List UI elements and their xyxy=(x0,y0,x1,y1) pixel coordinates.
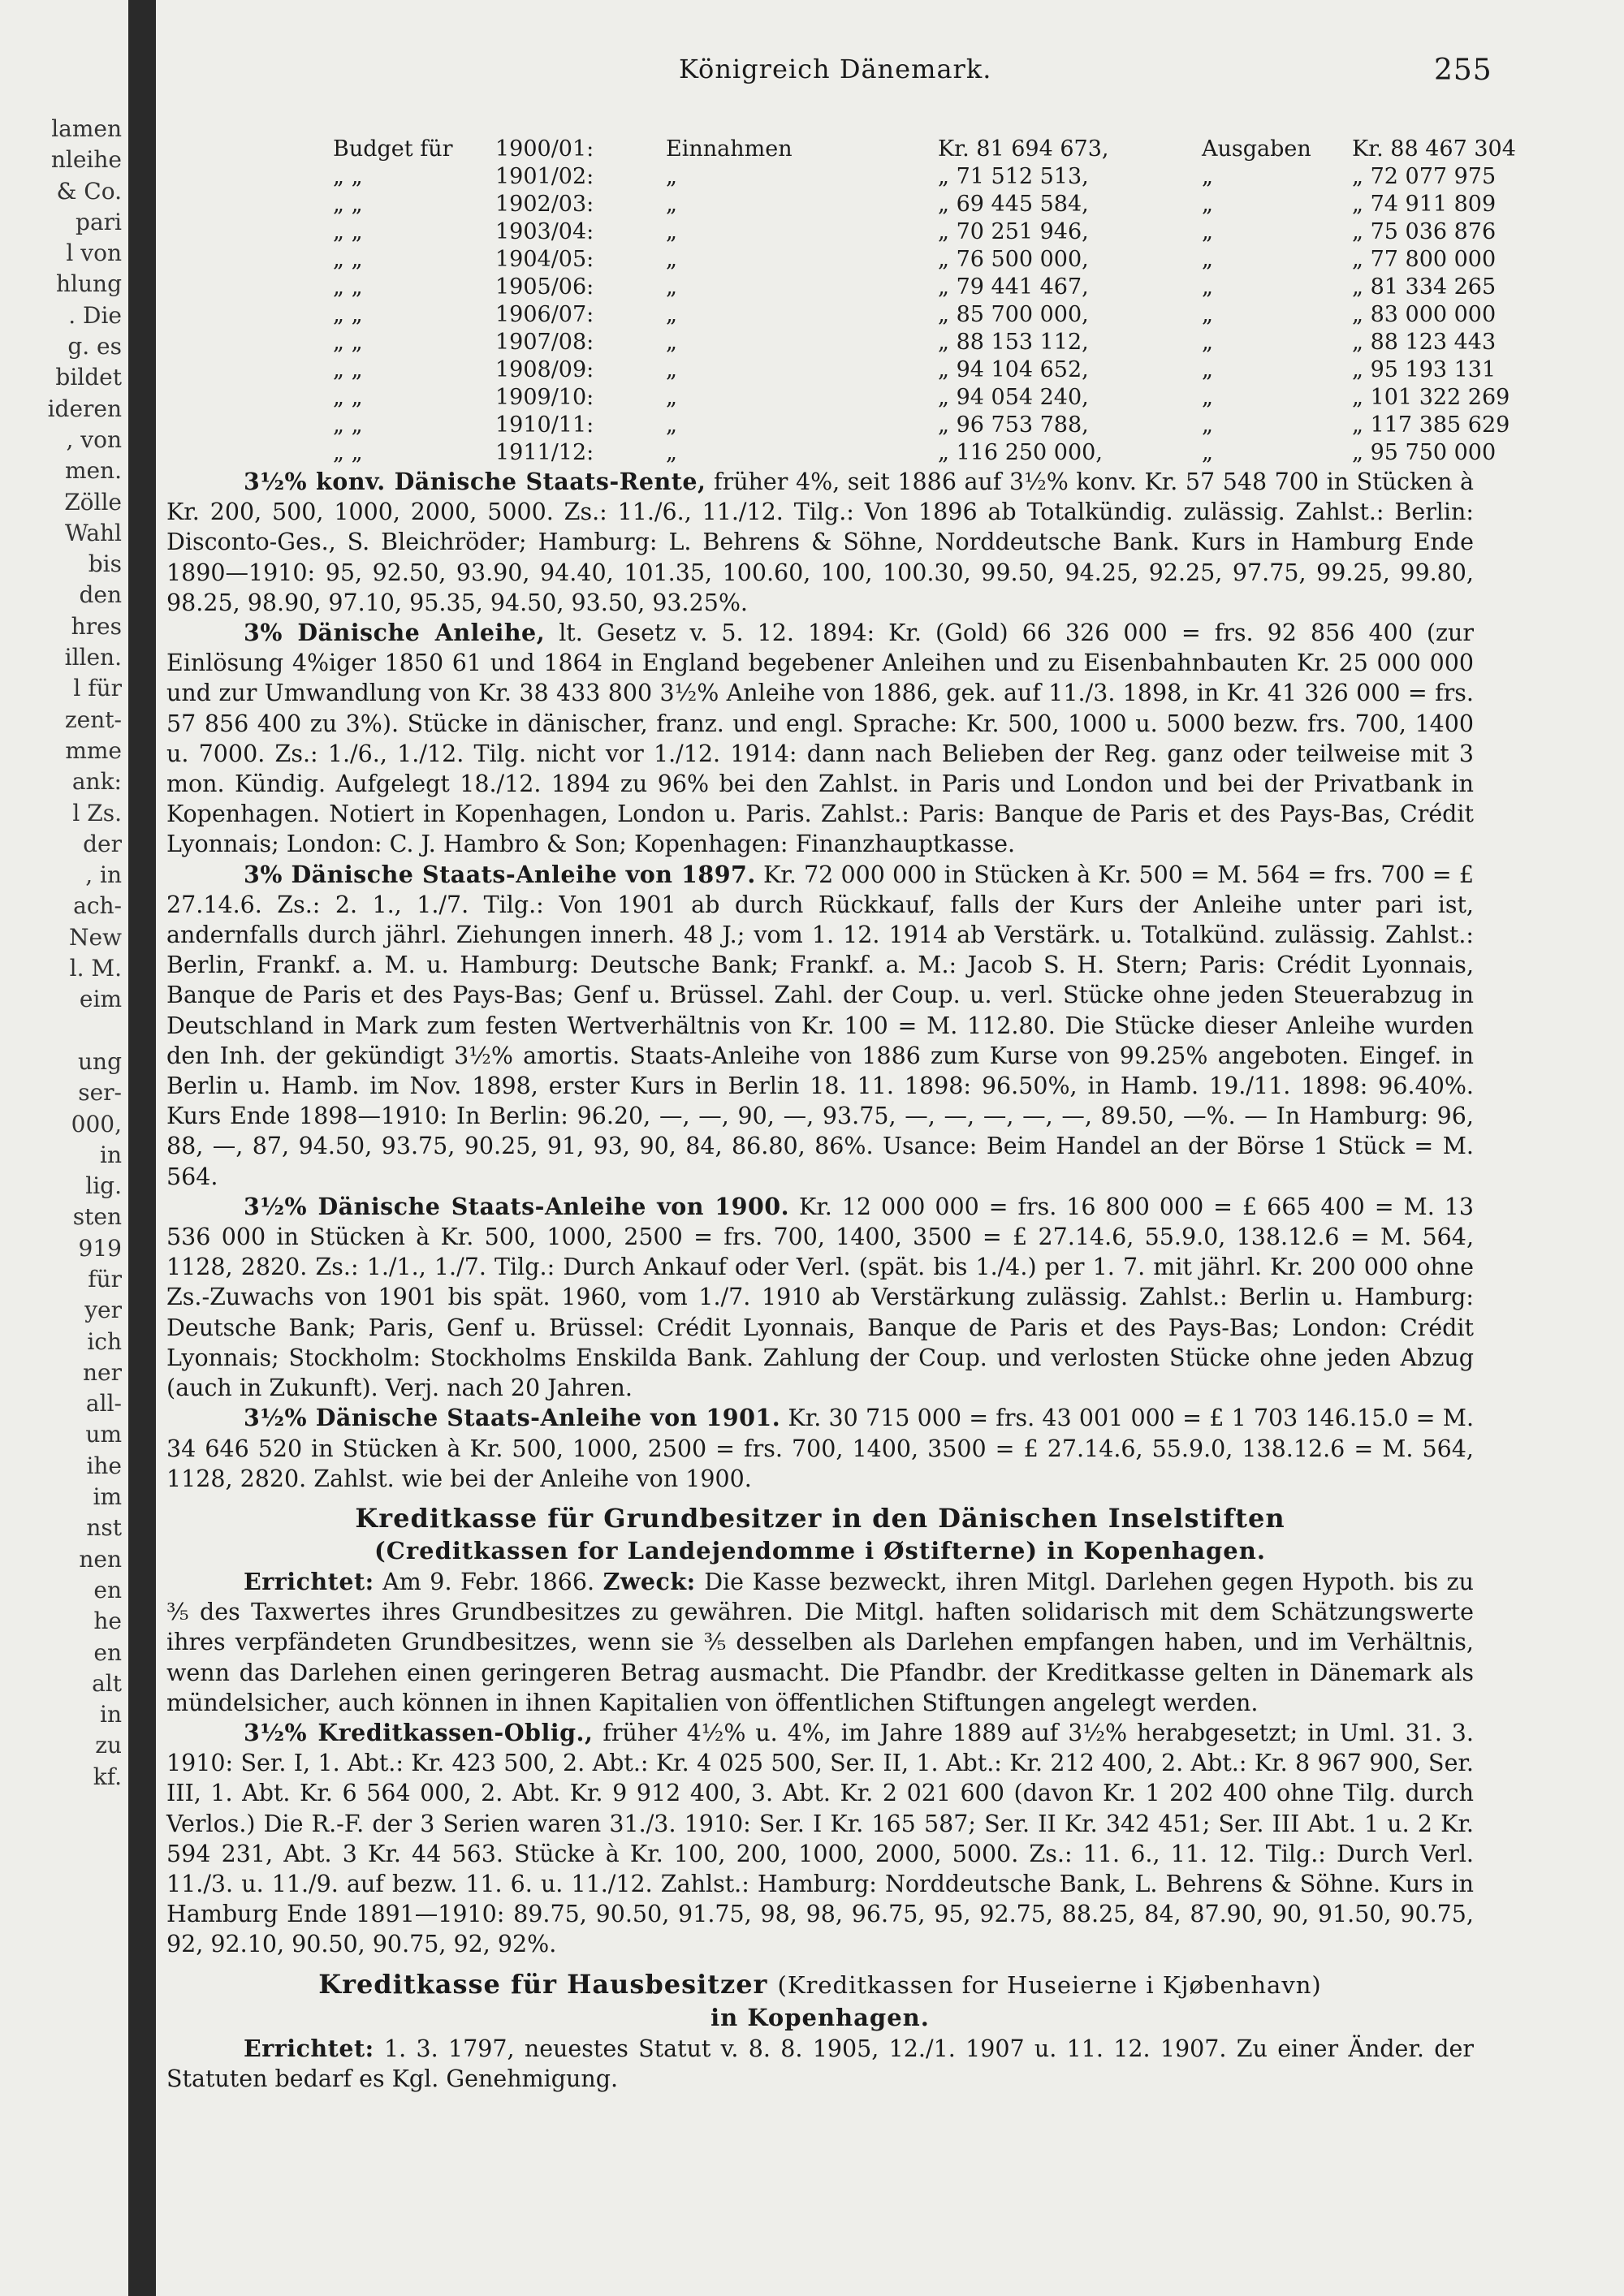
margin-fragment: l Zs. xyxy=(72,799,122,826)
entry-paragraph xyxy=(166,1718,1474,1960)
margin-fragment: Zölle xyxy=(64,488,122,516)
margin-fragment: l von xyxy=(66,240,122,267)
expense-label: „ xyxy=(1202,385,1213,410)
income-value: „ 69 445 584, xyxy=(938,192,1089,217)
section-subtitle: in Kopenhagen. xyxy=(710,2003,930,2031)
entry-paragraph xyxy=(166,467,1474,618)
budget-label: „ „ xyxy=(333,274,363,300)
margin-fragment: kf. xyxy=(93,1763,122,1790)
entry-heading: 3½% Kreditkassen-Oblig., xyxy=(244,1718,594,1746)
income-label: „ xyxy=(666,192,677,217)
income-label: „ xyxy=(666,330,677,355)
margin-fragment: hlung xyxy=(56,270,122,298)
margin-fragment: nen xyxy=(79,1545,122,1573)
expense-value: „ 101 322 269 xyxy=(1352,385,1510,410)
budget-table xyxy=(333,134,1516,467)
expense-label: „ xyxy=(1202,192,1213,217)
budget-label: „ „ xyxy=(333,164,363,189)
margin-fragment: in xyxy=(100,1701,122,1728)
margin-fragment: g. es xyxy=(67,333,122,360)
margin-fragment: nst xyxy=(86,1514,122,1542)
entry-paragraph xyxy=(166,1567,1474,1718)
margin-fragment: zent- xyxy=(64,706,122,733)
income-label: „ xyxy=(666,247,677,272)
budget-year: 1910/11: xyxy=(495,412,594,438)
budget-label: „ „ xyxy=(333,385,363,410)
margin-fragment: 919 xyxy=(78,1234,122,1262)
expense-label: „ xyxy=(1202,302,1213,327)
page-body xyxy=(166,134,1516,2094)
zweck-label: Zweck: xyxy=(603,1567,696,1595)
entry-paragraph xyxy=(166,618,1474,860)
expense-label: „ xyxy=(1202,357,1213,382)
budget-label: „ „ xyxy=(333,440,363,465)
budget-row xyxy=(333,438,1497,465)
expense-value: „ 117 385 629 xyxy=(1352,412,1510,438)
budget-year: 1901/02: xyxy=(495,164,594,189)
errichtet-text: 1. 3. 1797, neuestes Statut v. 8. 8. 1905, 12./1. 1907 u. 11. 12. 1907. Zu einer Änder. der Statuten bedarf es Kgl. Genehmigung. xyxy=(166,2035,1475,2092)
margin-fragment: 000, xyxy=(71,1110,122,1137)
margin-fragment: & Co. xyxy=(56,177,122,205)
income-value: Kr. 81 694 673, xyxy=(938,136,1109,162)
entry-text: Kr. 72 000 000 in Stücken à Kr. 500 = M. 564 = frs. 700 = £ 27.14.6. Zs.: 2. 1., 1./7. Tilg.: Von 1901 ab durch Rückkauf, falls der Kurs der Anleihe unter pari ist, andernfalls durch jährl. Ziehungen innerh. 48 J.; vom 1. 12. 1914 ab Verstärk. u. Totalkünd. zulässig. Zahlst.: Berlin, Frankf. a. M. u. Hamburg: Deutsche Bank; Frankf. a. M.: Jacob S. H. Stern; Paris: Crédit Lyonnais, Banque de Paris et des Pays-Bas; Genf u. Brüssel. Zahl. der Coup. u. verl. Stücke ohne jeden Steuerabzug in Deutschland in Mark zum festen Wertverhältnis von Kr. 100 = M. 112.80. Die Stücke dieser Anleihe wurden den Inh. der gekündigt 3½% amortis. Staats-Anleihe von 1886 zum Kurse von 99.25% angeboten. Eingef. in Berlin u. Hamb. im Nov. 1898, erster Kurs in Berlin 18. 11. 1898: 96.50%, in Hamb. 19./11. 1898: 96.40%. Kurs Ende 1898—1910: In Berlin: 96.20, —, —, 90, —, 93.75, —, —, —, —, —, 89.50, —%. — In Hamburg: 96, 88, —, 87, 94.50, 93.75, 90.25, 91, 93, 90, 84, 86.80, 86%. Usance: Beim Handel an der Börse 1 Stück = M. 564. xyxy=(166,861,1474,1190)
budget-year: 1908/09: xyxy=(495,357,594,382)
margin-fragment: l für xyxy=(73,675,122,702)
expense-label: „ xyxy=(1202,164,1213,189)
income-value: „ 79 441 467, xyxy=(938,274,1089,300)
previous-page-margin xyxy=(0,114,122,1793)
budget-label: „ „ xyxy=(333,247,363,272)
section-heading xyxy=(166,1502,1474,1567)
section-title: Kreditkasse für Hausbesitzer xyxy=(318,1968,768,2000)
budget-label: „ „ xyxy=(333,412,363,438)
margin-fragment: ich xyxy=(87,1327,122,1355)
section-heading xyxy=(166,1968,1474,2034)
budget-label: „ „ xyxy=(333,192,363,217)
expense-label: „ xyxy=(1202,247,1213,272)
budget-row xyxy=(333,189,1497,217)
margin-fragment: nleihe xyxy=(50,146,122,174)
budget-year: 1909/10: xyxy=(495,385,594,410)
entry-heading: 3% Dänische Staats-Anleihe von 1897. xyxy=(244,860,756,888)
expense-label: „ xyxy=(1202,274,1213,300)
budget-year: 1906/07: xyxy=(495,302,594,327)
margin-fragment: illen. xyxy=(64,644,122,671)
margin-fragment: ank: xyxy=(71,768,122,796)
margin-fragment: men. xyxy=(64,457,122,485)
margin-fragment xyxy=(0,1016,122,1047)
budget-label: Budget für xyxy=(333,136,453,162)
budget-row xyxy=(333,272,1497,300)
margin-fragment: pari xyxy=(76,208,122,235)
income-value: „ 76 500 000, xyxy=(938,247,1089,272)
margin-fragment: sten xyxy=(72,1203,122,1231)
expense-value: „ 83 000 000 xyxy=(1352,302,1497,327)
margin-fragment: ideren xyxy=(47,395,122,422)
margin-fragment: ser- xyxy=(78,1079,122,1107)
entry-heading: 3% Dänische Anleihe, xyxy=(244,619,546,647)
margin-fragment: all- xyxy=(85,1390,122,1418)
section-title-rest: (Kreditkassen for Huseierne i Kjøbenhavn) xyxy=(777,1970,1322,1999)
income-value: „ 94 104 652, xyxy=(938,357,1089,382)
budget-year: 1903/04: xyxy=(495,219,594,244)
budget-year: 1902/03: xyxy=(495,192,594,217)
budget-row xyxy=(333,134,1516,162)
budget-row xyxy=(333,355,1497,382)
margin-fragment: ung xyxy=(78,1047,122,1075)
expense-value: „ 95 750 000 xyxy=(1352,440,1497,465)
expense-value: „ 77 800 000 xyxy=(1352,247,1497,272)
budget-label: „ „ xyxy=(333,219,363,244)
income-label: Einnahmen xyxy=(666,136,793,162)
margin-fragment: im xyxy=(93,1483,122,1511)
income-value: „ 96 753 788, xyxy=(938,412,1089,438)
entry-text: früher 4%, seit 1886 auf 3½% konv. Kr. 57 548 700 in Stücken à Kr. 200, 500, 1000, 2000, 5000. Zs.: 11./6., 11./12. Tilg.: Von 1896 ab Totalkündig. zulässig. Zahlst.: Berlin: Disconto-Ges., S. Bleichröder; Hamburg: L. Behrens & Söhne, Norddeutsche Bank. Kurs in Hamburg Ende 1890—1910: 95, 92.50, 93.90, 94.40, 101.35, 100.60, 100, 100.30, 99.50, 94.25, 92.25, 97.75, 99.25, 99.80, 98.25, 98.90, 97.10, 95.35, 94.50, 93.50, 93.25%. xyxy=(166,468,1475,616)
margin-fragment: l. M. xyxy=(69,955,122,982)
errichtet-label: Errichtet: xyxy=(244,1567,374,1595)
budget-label: „ „ xyxy=(333,330,363,355)
margin-fragment: für xyxy=(88,1265,122,1293)
entry-text: Kr. 12 000 000 = frs. 16 800 000 = £ 665 400 = M. 13 536 000 in Stücken à Kr. 500, 1000, 2500 = frs. 700, 1400, 3500 = £ 27.14.6, 55.9.0, 138.12.6 = M. 564, 1128, 2820. Zs.: 1./1., 1./7. Tilg.: Durch Ankauf oder Verl. (spät. bis 1./4.) per 1. 7. mit jährl. Kr. 200 000 ohne Zs.-Zuwachs von 1901 bis spät. 1960, vom 1./7. 1910 ab Verstärkung zulässig. Zahlst.: Berlin u. Hamburg: Deutsche Bank; Paris, Genf u. Brüssel: Crédit Lyonnais, Banque de Paris et des Pays-Bas; London: Crédit Lyonnais; Stockholm: Stockholms Enskilda Bank. Zahlung der Coup. und verlosten Stücke ohne jeden Abzug (auch in Zukunft). Verj. nach 20 Jahren. xyxy=(166,1193,1475,1402)
entry-heading: 3½% Dänische Staats-Anleihe von 1901. xyxy=(244,1404,781,1432)
income-value: „ 71 512 513, xyxy=(938,164,1089,189)
income-label: „ xyxy=(666,412,677,438)
running-title: Königreich Dänemark. xyxy=(679,54,992,84)
margin-fragment: en xyxy=(93,1638,122,1666)
margin-fragment: lig. xyxy=(85,1172,122,1200)
errichtet-text: Am 9. Febr. 1866. xyxy=(382,1568,595,1595)
budget-row xyxy=(333,410,1510,438)
expense-label: Ausgaben xyxy=(1202,136,1311,162)
margin-fragment: he xyxy=(93,1608,122,1635)
margin-fragment: yer xyxy=(84,1297,122,1324)
entry-paragraph xyxy=(166,2034,1474,2094)
budget-row xyxy=(333,162,1497,189)
margin-fragment: in xyxy=(100,1141,122,1168)
budget-row xyxy=(333,217,1497,244)
margin-fragment: Wahl xyxy=(64,519,122,546)
income-label: „ xyxy=(666,357,677,382)
expense-value: Kr. 88 467 304 xyxy=(1352,136,1516,162)
income-value: „ 94 054 240, xyxy=(938,385,1089,410)
income-label: „ xyxy=(666,219,677,244)
income-label: „ xyxy=(666,274,677,300)
expense-value: „ 81 334 265 xyxy=(1352,274,1497,300)
entry-heading: 3½% Dänische Staats-Anleihe von 1900. xyxy=(244,1192,790,1220)
entry-paragraph xyxy=(166,860,1474,1192)
expense-value: „ 95 193 131 xyxy=(1352,357,1497,382)
budget-row xyxy=(333,300,1497,327)
budget-label: „ „ xyxy=(333,357,363,382)
margin-fragment: ach- xyxy=(73,892,122,920)
entry-text: lt. Gesetz v. 5. 12. 1894: Kr. (Gold) 66 326 000 = frs. 92 856 400 (zur Einlösung 4%iger 1850 61 und 1864 in England begebener Anleihen und zu Eisenbahnbauten Kr. 25 000 000 und zur Umwandlung von Kr. 38 433 800 3½% Anleihe von 1886, gek. auf 11./3. 1898, in Kr. 41 326 000 = frs. 57 856 400 zu 3%). Stücke in dänischer, franz. und engl. Sprache: Kr. 500, 1000 u. 5000 bezw. frs. 700, 1400 u. 7000. Zs.: 1./6., 1./12. Tilg. nicht vor 1./12. 1914: dann nach Belieben der Reg. ganz oder teilweise mit 3 mon. Kündig. Aufgelegt 18./12. 1894 zu 96% bei den Zahlst. in Paris und London und bei der Privatbank in Kopenhagen. Notiert in Kopenhagen, London u. Paris. Zahlst.: Paris: Banque de Paris et des Pays-Bas, Crédit Lyonnais; London: C. J. Hambro & Son; Kopenhagen: Finanzhauptkasse. xyxy=(166,619,1475,858)
budget-year: 1907/08: xyxy=(495,330,594,355)
budget-year: 1905/06: xyxy=(495,274,594,300)
margin-fragment: , von xyxy=(66,425,122,453)
margin-fragment: um xyxy=(85,1421,122,1448)
entry-text: Kr. 30 715 000 = frs. 43 001 000 = £ 1 703 146.15.0 = M. 34 646 520 in Stücken à Kr. 500, 1000, 2500 = frs. 700, 1400, 3500 = £ 27.14.6, 55.9.0, 138.12.6 = M. 564, 1128, 2820. Zahlst. wie bei der Anleihe von 1900. xyxy=(166,1405,1475,1492)
margin-fragment: der xyxy=(83,830,122,857)
page-header xyxy=(0,54,1624,94)
budget-label: „ „ xyxy=(333,302,363,327)
entry-text: früher 4½% u. 4%, im Jahre 1889 auf 3½% herabgesetzt; in Uml. 31. 3. 1910: Ser. I, 1. Abt.: Kr. 423 500, 2. Abt.: Kr. 4 025 500, Ser. II, 1. Abt.: Kr. 212 400, 2. Abt.: Kr. 8 967 900, Ser. III, 1. Abt. Kr. 6 564 000, 2. Abt. Kr. 9 912 400, 3. Abt. Kr. 2 021 600 (davon Kr. 1 202 400 ohne Tilg. durch Verlos.) Die R.-F. der 3 Serien waren 31./3. 1910: Ser. I Kr. 165 587; Ser. II Kr. 342 451; Ser. III Abt. 1 u. 2 Kr. 594 231, Abt. 3 Kr. 44 563. Stücke à Kr. 100, 200, 1000, 2000, 5000. Zs.: 11. 6., 11. 12. Tilg.: Durch Verl. 11./3. u. 11./9. auf bezw. 11. 6. u. 11./12. Zahlst.: Hamburg: Norddeutsche Bank, L. Behrens & Söhne. Kurs in Hamburg Ende 1891—1910: 89.75, 90.50, 91.75, 98, 98, 96.75, 95, 92.75, 88.25, 84, 87.90, 90, 91.50, 90.75, 92, 92.10, 90.50, 90.75, 92, 92%. xyxy=(166,1719,1474,1958)
margin-fragment: . Die xyxy=(68,301,122,329)
expense-value: „ 74 911 809 xyxy=(1352,192,1497,217)
section-title: Kreditkasse für Grundbesitzer in den Dänischen Inselstiften xyxy=(355,1502,1285,1534)
entry-paragraph xyxy=(166,1403,1474,1494)
income-label: „ xyxy=(666,302,677,327)
expense-label: „ xyxy=(1202,330,1213,355)
income-value: „ 70 251 946, xyxy=(938,219,1089,244)
expense-value: „ 75 036 876 xyxy=(1352,219,1497,244)
margin-fragment: mme xyxy=(65,736,122,764)
margin-fragment: hres xyxy=(71,612,122,640)
budget-year: 1911/12: xyxy=(495,440,594,465)
budget-row xyxy=(333,382,1510,410)
margin-fragment: bis xyxy=(88,550,122,578)
margin-fragment: eim xyxy=(79,986,122,1013)
margin-fragment: ner xyxy=(83,1358,122,1386)
budget-row xyxy=(333,244,1497,272)
expense-label: „ xyxy=(1202,412,1213,438)
margin-fragment: den xyxy=(79,581,122,609)
margin-fragment: alt xyxy=(92,1669,122,1697)
errichtet-label: Errichtet: xyxy=(244,2034,374,2062)
budget-row xyxy=(333,327,1497,355)
budget-year: 1904/05: xyxy=(495,247,594,272)
income-value: „ 85 700 000, xyxy=(938,302,1089,327)
entry-paragraph xyxy=(166,1192,1474,1403)
margin-fragment: zu xyxy=(95,1732,122,1759)
income-label: „ xyxy=(666,385,677,410)
zweck-text: Die Kasse bezweckt, ihren Mitgl. Darlehen gegen Hypoth. bis zu ³⁄₅ des Taxwertes ihres Grundbesitzes zu gewähren. Die Mitgl. haften solidarisch mit dem Schätzungswerte ihres verpfändeten Grundbesitzes, wenn sie ³⁄₅ desselben als Darlehen empfangen haben, und im Verhältnis, wenn das Darlehen einen geringeren Betrag ausmacht. Die Pfandbr. der Kreditkasse gelten in Dänemark als mündelsicher, auch können in ihnen Kapitalien von öffentlichen Stiftungen angelegt werden. xyxy=(166,1568,1474,1716)
book-binding-edge xyxy=(128,0,156,2296)
expense-label: „ xyxy=(1202,440,1213,465)
income-value: „ 88 153 112, xyxy=(938,330,1089,355)
entry-heading: 3½% konv. Dänische Staats-Rente, xyxy=(244,468,706,495)
margin-fragment: New xyxy=(68,923,122,951)
expense-value: „ 88 123 443 xyxy=(1352,330,1497,355)
section-subtitle: (Creditkassen for Landejendomme i Østifterne) in Kopenhagen. xyxy=(374,1536,1266,1564)
income-label: „ xyxy=(666,440,677,465)
margin-fragment: bildet xyxy=(55,364,122,391)
budget-year: 1900/01: xyxy=(495,136,594,162)
page-number: 255 xyxy=(1434,54,1492,87)
margin-fragment: ihe xyxy=(86,1452,122,1479)
margin-fragment: en xyxy=(93,1576,122,1603)
income-value: „ 116 250 000, xyxy=(938,440,1103,465)
margin-fragment: , in xyxy=(85,861,122,889)
margin-fragment: lamen xyxy=(51,115,122,142)
expense-value: „ 72 077 975 xyxy=(1352,164,1497,189)
expense-label: „ xyxy=(1202,219,1213,244)
income-label: „ xyxy=(666,164,677,189)
